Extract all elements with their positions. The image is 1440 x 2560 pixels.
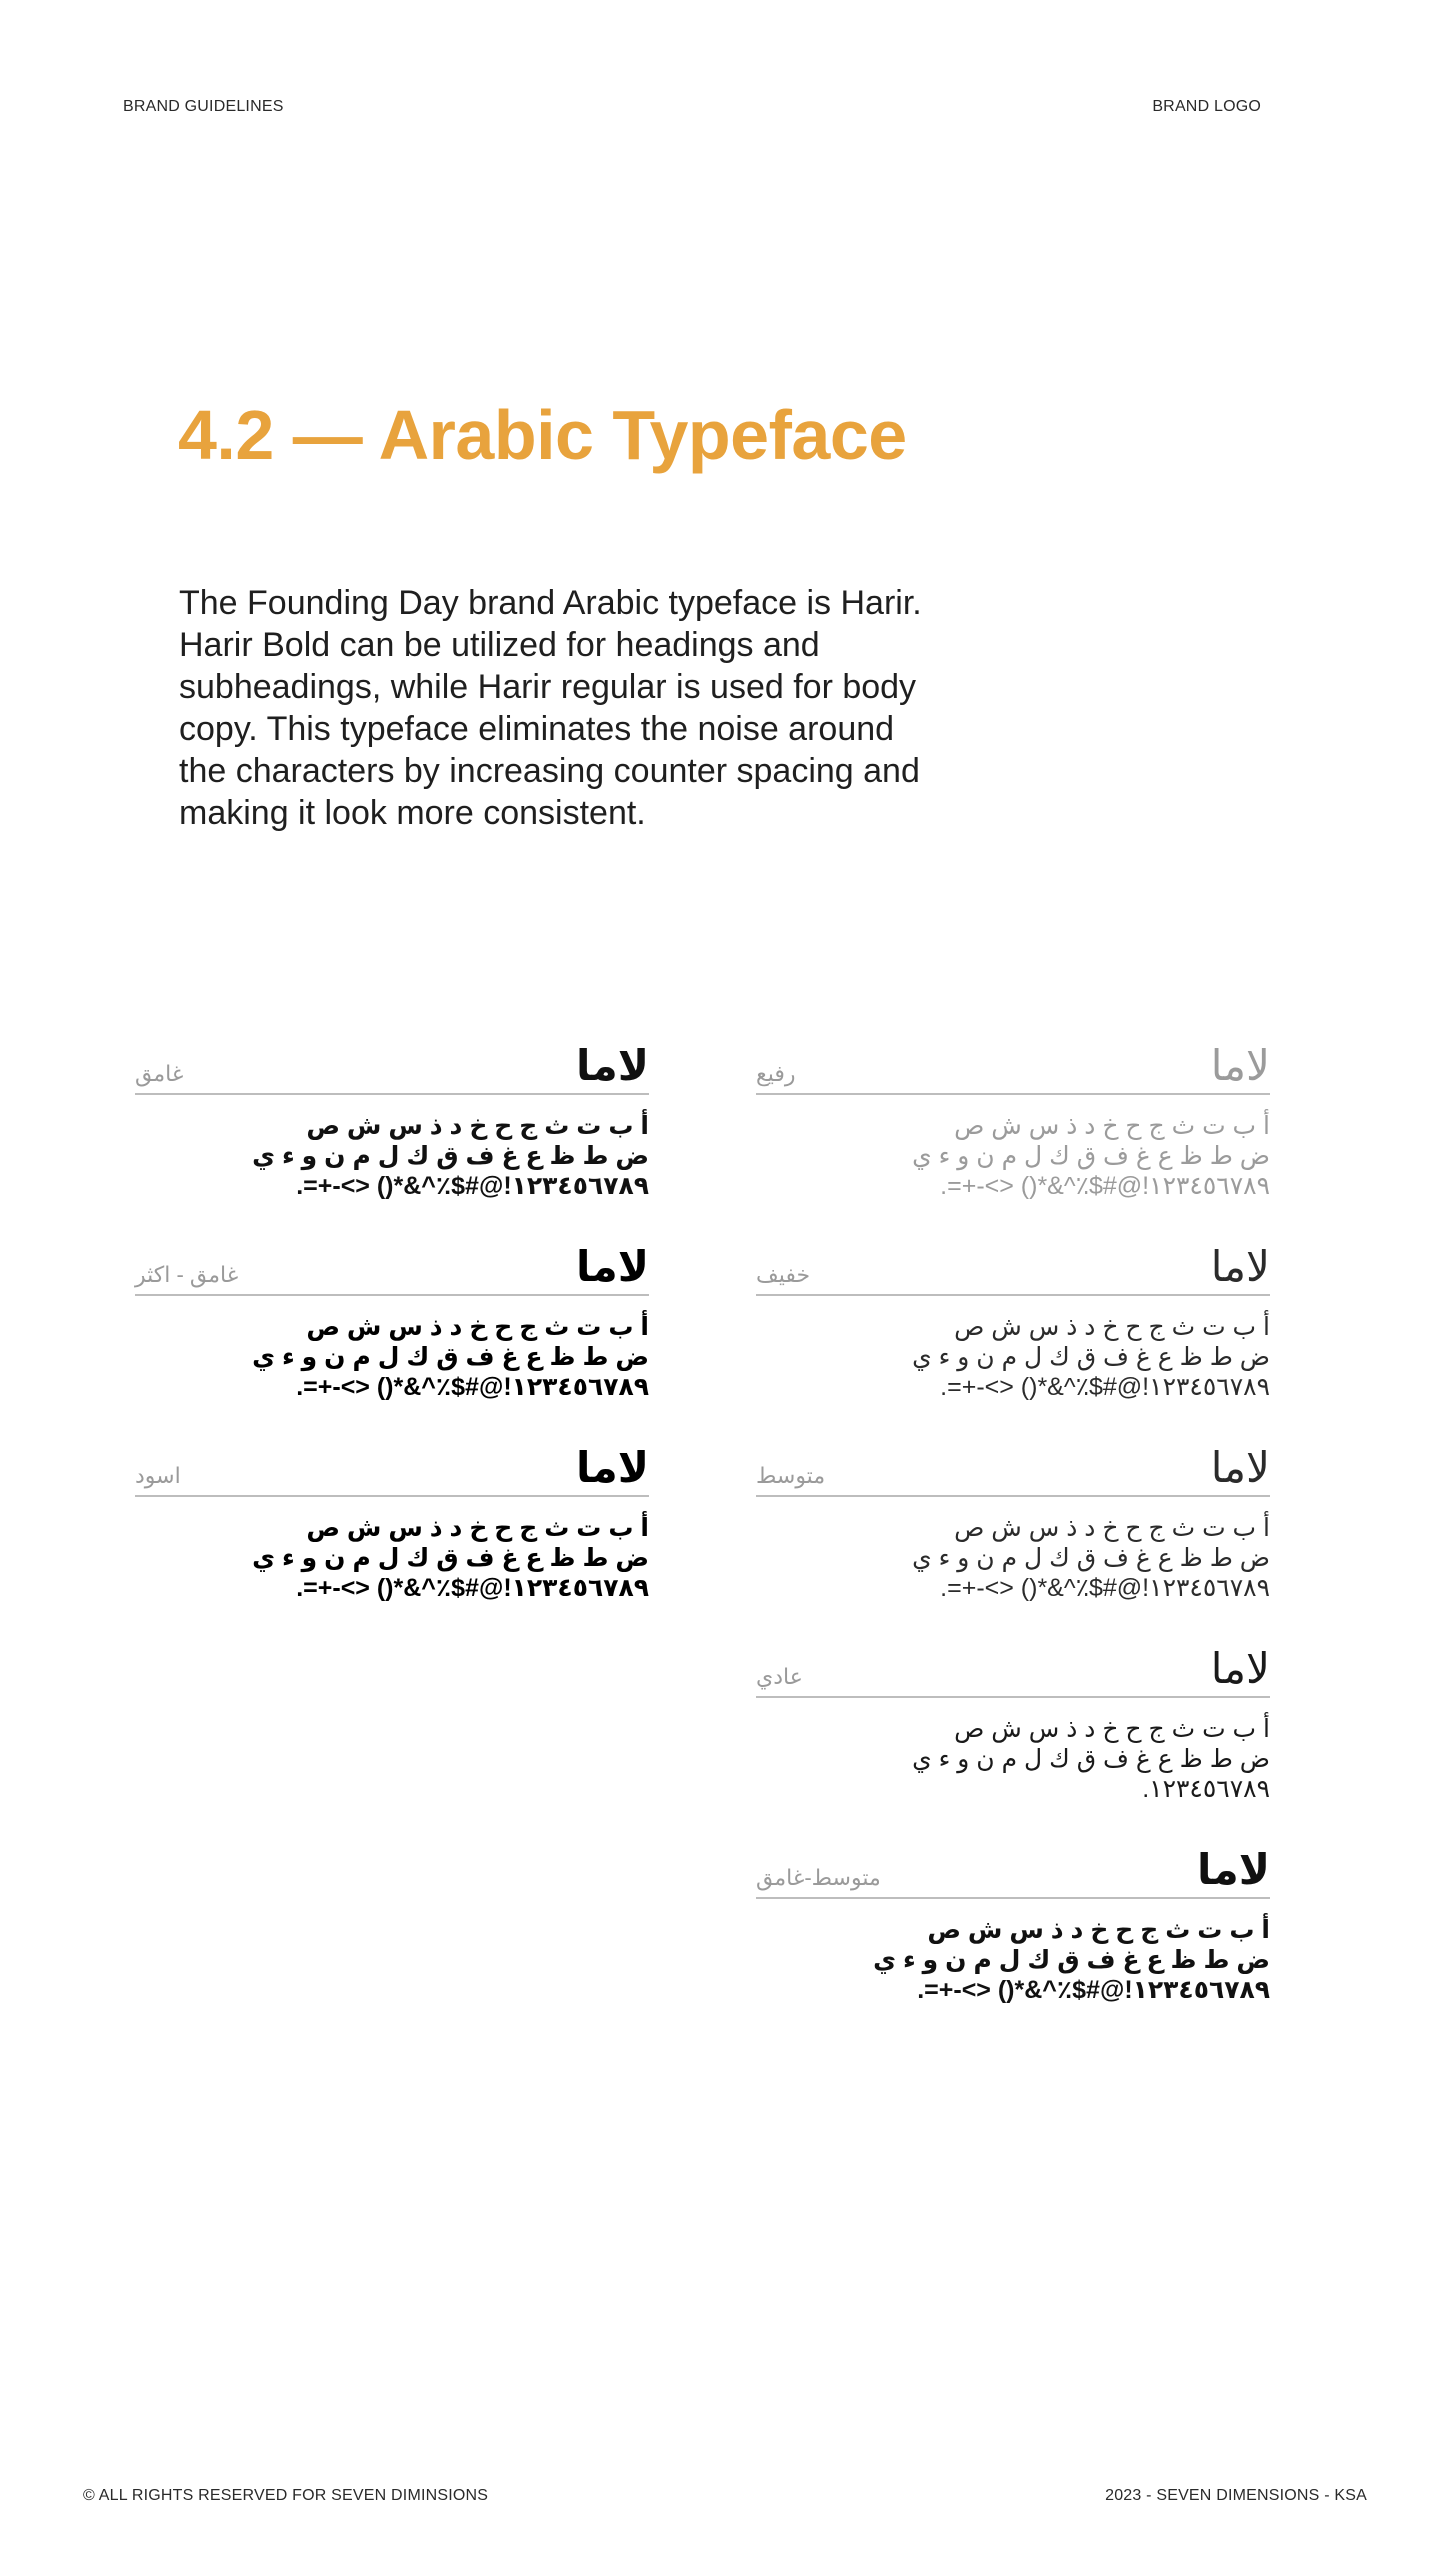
glyph-line: ١٢٣٤٥٦٧٨٩!@#$٪^&*() <>-+=.: [940, 1574, 1270, 1602]
specimen-black: [135, 1437, 649, 1603]
specimen-weight-name: خفيف: [756, 1262, 811, 1287]
specimen-glyphs: [135, 1513, 649, 1603]
specimen-glyphs: [756, 1513, 1270, 1603]
specimen-dark: [135, 1035, 649, 1201]
specimen-regular: [756, 1638, 1270, 1804]
specimen-weight-name: غامق: [135, 1061, 184, 1086]
header-section-label: BRAND GUIDELINES: [123, 98, 284, 115]
glyph-line: ١٢٣٤٥٦٧٨٩!@#$٪^&*() <>-+=.: [296, 1574, 649, 1602]
glyph-line: ض ط ظ ع غ ف ق ك ل م ن و ء ي: [912, 1745, 1270, 1773]
specimen-sample: لاما: [1210, 1444, 1270, 1491]
glyph-line: ض ط ظ ع غ ف ق ك ل م ن و ء ي: [912, 1343, 1270, 1371]
specimen-sample: لاما: [575, 1444, 649, 1491]
specimen-weight-name: متوسط-غامق: [756, 1865, 881, 1890]
glyph-line: ض ط ظ ع غ ف ق ك ل م ن و ء ي: [873, 1946, 1270, 1974]
specimen-header: [756, 1638, 1270, 1698]
specimen-weight-name: رفيع: [756, 1061, 796, 1086]
glyph-line: ١٢٣٤٥٦٧٨٩!@#$٪^&*() <>-+=.: [296, 1172, 649, 1200]
glyph-line: أ ب ت ث ج ح خ د ذ س ش ص: [306, 1313, 649, 1341]
specimen-glyphs: [135, 1111, 649, 1201]
specimen-glyphs: [756, 1714, 1270, 1804]
glyph-line: أ ب ت ث ج ح خ د ذ س ش ص: [954, 1514, 1270, 1542]
glyph-line: ض ط ظ ع غ ف ق ك ل م ن و ء ي: [252, 1343, 649, 1371]
glyph-line: ض ط ظ ع غ ف ق ك ل م ن و ء ي: [912, 1142, 1270, 1170]
glyph-line: أ ب ت ث ج ح خ د ذ س ش ص: [306, 1112, 649, 1140]
glyph-line: أ ب ت ث ج ح خ د ذ س ش ص: [954, 1313, 1270, 1341]
specimen-header: [135, 1035, 649, 1095]
specimen-glyphs: [756, 1312, 1270, 1402]
page-title: 4.2 — Arabic Typeface: [178, 396, 907, 474]
glyph-line: ١٢٣٤٥٦٧٨٩!@#$٪^&*() <>-+=.: [940, 1172, 1270, 1200]
specimen-sample: لاما: [1210, 1645, 1270, 1692]
specimen-weight-name: متوسط: [756, 1463, 826, 1488]
specimen-sample: لاما: [575, 1243, 649, 1290]
header-page-label: BRAND LOGO: [1152, 98, 1261, 115]
glyph-line: أ ب ت ث ج ح خ د ذ س ش ص: [954, 1112, 1270, 1140]
specimen-glyphs: [756, 1111, 1270, 1201]
footer-year-company: 2023 - SEVEN DIMENSIONS - KSA: [1105, 2487, 1367, 2504]
glyph-line: أ ب ت ث ج ح خ د ذ س ش ص: [927, 1916, 1270, 1944]
specimen-header: [756, 1236, 1270, 1296]
glyph-line: ض ط ظ ع غ ف ق ك ل م ن و ء ي: [252, 1544, 649, 1572]
glyph-line: ١٢٣٤٥٦٧٨٩!@#$٪^&*() <>-+=.: [917, 1976, 1270, 2004]
specimen-glyphs: [135, 1312, 649, 1402]
glyph-line: ١٢٣٤٥٦٧٨٩.: [1142, 1775, 1270, 1803]
glyph-line: ض ط ظ ع غ ف ق ك ل م ن و ء ي: [252, 1142, 649, 1170]
specimen-sample: لاما: [575, 1042, 649, 1089]
specimen-thin: [756, 1035, 1270, 1201]
specimen-glyphs: [756, 1915, 1270, 2005]
specimen-extra-dark: [135, 1236, 649, 1402]
glyph-line: ١٢٣٤٥٦٧٨٩!@#$٪^&*() <>-+=.: [296, 1373, 649, 1401]
specimen-medium-dark: [756, 1839, 1270, 2005]
specimen-medium: [756, 1437, 1270, 1603]
specimen-sample: لاما: [1210, 1243, 1270, 1290]
specimen-weight-name: عادي: [756, 1664, 803, 1689]
footer-copyright: © ALL RIGHTS RESERVED FOR SEVEN DIMINSIONS: [83, 2487, 489, 2504]
intro-paragraph: The Founding Day brand Arabic typeface is Harir. Harir Bold can be utilized for headings and subheadings, while Harir regular is used for body copy. This typeface eliminates the noise around the characters by increasing counter spacing and making it look more consistent.: [179, 584, 922, 832]
specimen-header: [756, 1437, 1270, 1497]
specimen-header: [135, 1236, 649, 1296]
specimen-sample: لاما: [1210, 1042, 1270, 1089]
glyph-line: أ ب ت ث ج ح خ د ذ س ش ص: [954, 1715, 1270, 1743]
specimen-header: [756, 1035, 1270, 1095]
specimen-weight-name: غامق - اكثر: [135, 1262, 239, 1287]
specimen-header: [135, 1437, 649, 1497]
specimen-header: [756, 1839, 1270, 1899]
glyph-line: ١٢٣٤٥٦٧٨٩!@#$٪^&*() <>-+=.: [940, 1373, 1270, 1401]
specimen-light: [756, 1236, 1270, 1402]
specimen-weight-name: اسود: [135, 1463, 181, 1488]
specimen-sample: لاما: [1196, 1846, 1270, 1893]
glyph-line: ض ط ظ ع غ ف ق ك ل م ن و ء ي: [912, 1544, 1270, 1572]
glyph-line: أ ب ت ث ج ح خ د ذ س ش ص: [306, 1514, 649, 1542]
